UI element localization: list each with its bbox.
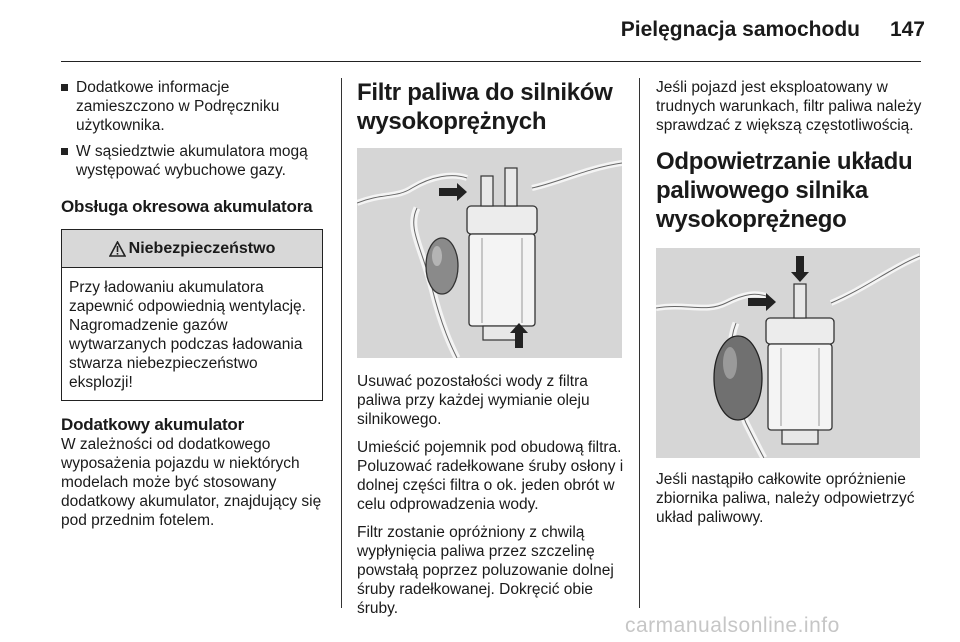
header-rule (61, 61, 921, 62)
right-column (656, 78, 922, 536)
bullet-square-icon (61, 148, 68, 155)
body-paragraph: Filtr zostanie opróżniony z chwilą wypłynięcia paliwa przez szczelinę powstałą poprzez poluzowanie dolnej śruby radełkowanej. Dokręcić obie śruby. (357, 524, 614, 617)
page-header-title: Pielęgnacja samochodu (620, 18, 860, 41)
fuel-system-bleeding-illustration (656, 248, 920, 458)
fuel-system-drawing (656, 248, 920, 458)
warning-box (61, 229, 323, 401)
bullet-text: W sąsiedztwie akumulatora mogą występować wybuchowe gazy. (76, 143, 308, 179)
fuel-filter-drawing (357, 148, 622, 358)
section-heading: Filtr paliwa do silników wysokoprężnych (357, 79, 613, 135)
section-heading: Obsługa okresowa akumulatora (61, 197, 313, 216)
left-column (61, 78, 326, 539)
watermark: carmanualsonline.info (625, 614, 840, 637)
body-paragraph: Usuwać pozostałości wody z filtra paliwa przy każdej wymianie oleju silnikowego. (357, 373, 590, 428)
section-heading: Odpowietrzanie układu paliwowego silnika wysokoprężnego (656, 148, 913, 233)
bullet-item (61, 142, 326, 180)
bullet-text: Dodatkowe informacje zamieszczono w Podręczniku użytkownika. (76, 79, 280, 134)
page-number: 147 (889, 18, 925, 41)
warning-box-title: Niebezpieczeństwo (128, 240, 276, 257)
column-divider-left (341, 78, 342, 608)
body-paragraph: W zależności od dodatkowego wyposażenia pojazdu w niektórych modelach może być stosowany dodatkowy akumulator, znajdujący się pod przednim fotelem. (61, 436, 322, 529)
subheading: Dodatkowy akumulator (61, 415, 245, 434)
bullet-square-icon (61, 84, 68, 91)
body-paragraph: Jeśli nastąpiło całkowite opróżnienie zbiornika paliwa, należy odpowietrzyć układ paliwowy. (656, 471, 915, 526)
body-paragraph: Jeśli pojazd jest eksploatowany w trudnych warunkach, filtr paliwa należy sprawdzać z większą częstotliwością. (656, 79, 922, 134)
warning-box-text: Przy ładowaniu akumulatora zapewnić odpowiednią wentylację. Nagromadzenie gazów wytwarzanych podczas ładowania stwarza niebezpieczeństwo eksplozji! (69, 279, 306, 391)
body-paragraph: Umieścić pojemnik pod obudową filtra. Poluzować radełkowane śruby osłony i dolnej części filtra o ok. jeden obrót w celu odprowadzenia wody. (357, 439, 624, 513)
fuel-filter-illustration (357, 148, 622, 358)
column-divider-right (639, 78, 640, 608)
middle-column (357, 78, 625, 627)
bullet-item (61, 78, 326, 135)
warning-box-header (62, 230, 322, 268)
warning-triangle-icon (109, 241, 126, 257)
